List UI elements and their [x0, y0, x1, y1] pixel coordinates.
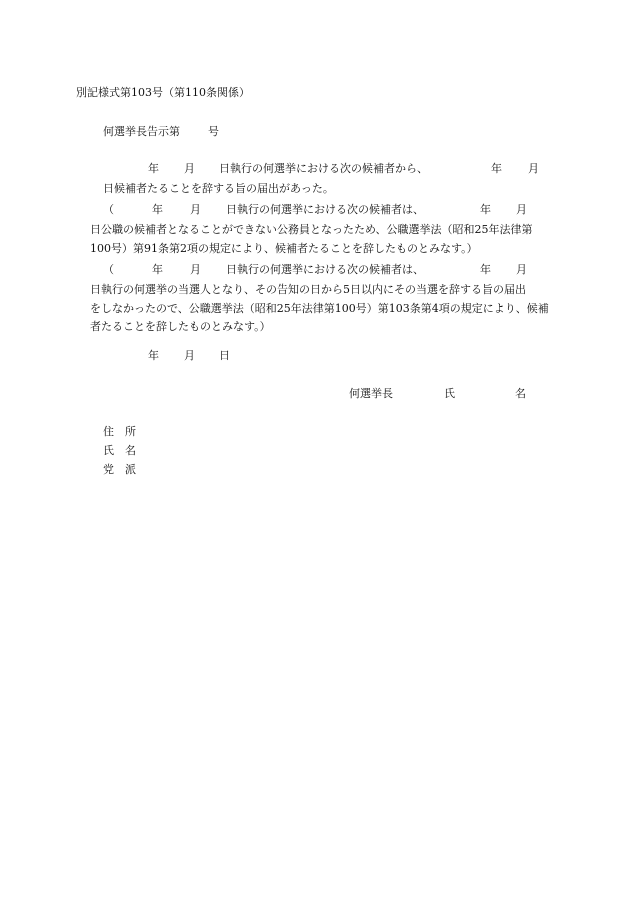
para2-line3: 100号）第91条第2項の規定により、候補者たることを辞したものとみなす。）: [90, 242, 478, 255]
para1-year: 年: [148, 162, 159, 175]
form-heading: 別記様式第103号（第110条関係）: [76, 86, 250, 99]
para3-open-paren: （: [103, 263, 114, 276]
para2-text: 日執行の何選挙における次の候補者は、: [226, 203, 424, 216]
date-year: 年: [148, 349, 159, 362]
para3-year: 年: [152, 263, 163, 276]
signature-mei: 名: [515, 387, 526, 400]
para1-month: 月: [184, 162, 195, 175]
para3-line2: 日執行の何選挙の当選人となり、その告知の日から5日以内にその当選を辞する旨の届出: [90, 283, 526, 296]
para2-open-paren: （: [103, 203, 114, 216]
para2-month: 月: [190, 203, 201, 216]
para1-year2: 年: [491, 162, 502, 175]
date-month: 月: [184, 349, 195, 362]
para1-text: 日執行の何選挙における次の候補者から、: [219, 162, 428, 175]
para3-month2: 月: [516, 263, 527, 276]
date-day: 日: [219, 349, 230, 362]
field-address-label: 住 所: [103, 425, 136, 438]
field-party-label: 党 派: [103, 463, 136, 476]
para3-year2: 年: [480, 263, 491, 276]
para3-line4: 者たることを辞したものとみなす。）: [90, 320, 271, 333]
para3-line3: をしなかったので、公職選挙法（昭和25年法律第100号）第103条第4項の規定により、候補: [90, 302, 549, 315]
para2-line2: 日公職の候補者となることができない公務員となったため、公職選挙法（昭和25年法律第: [90, 223, 533, 236]
field-name-label: 氏 名: [103, 444, 136, 457]
notice-title-prefix: 何選挙長告示第: [103, 125, 180, 138]
para3-month: 月: [190, 263, 201, 276]
signature-title: 何選挙長: [349, 387, 393, 400]
para2-month2: 月: [516, 203, 527, 216]
para1-month2: 月: [528, 162, 539, 175]
para3-text: 日執行の何選挙における次の候補者は、: [226, 263, 424, 276]
para1-line2: 日候補者たることを辞する旨の届出があった。: [103, 182, 334, 195]
para2-year2: 年: [480, 203, 491, 216]
signature-shi: 氏: [444, 387, 455, 400]
notice-title-suffix: 号: [208, 125, 219, 138]
para2-year: 年: [152, 203, 163, 216]
